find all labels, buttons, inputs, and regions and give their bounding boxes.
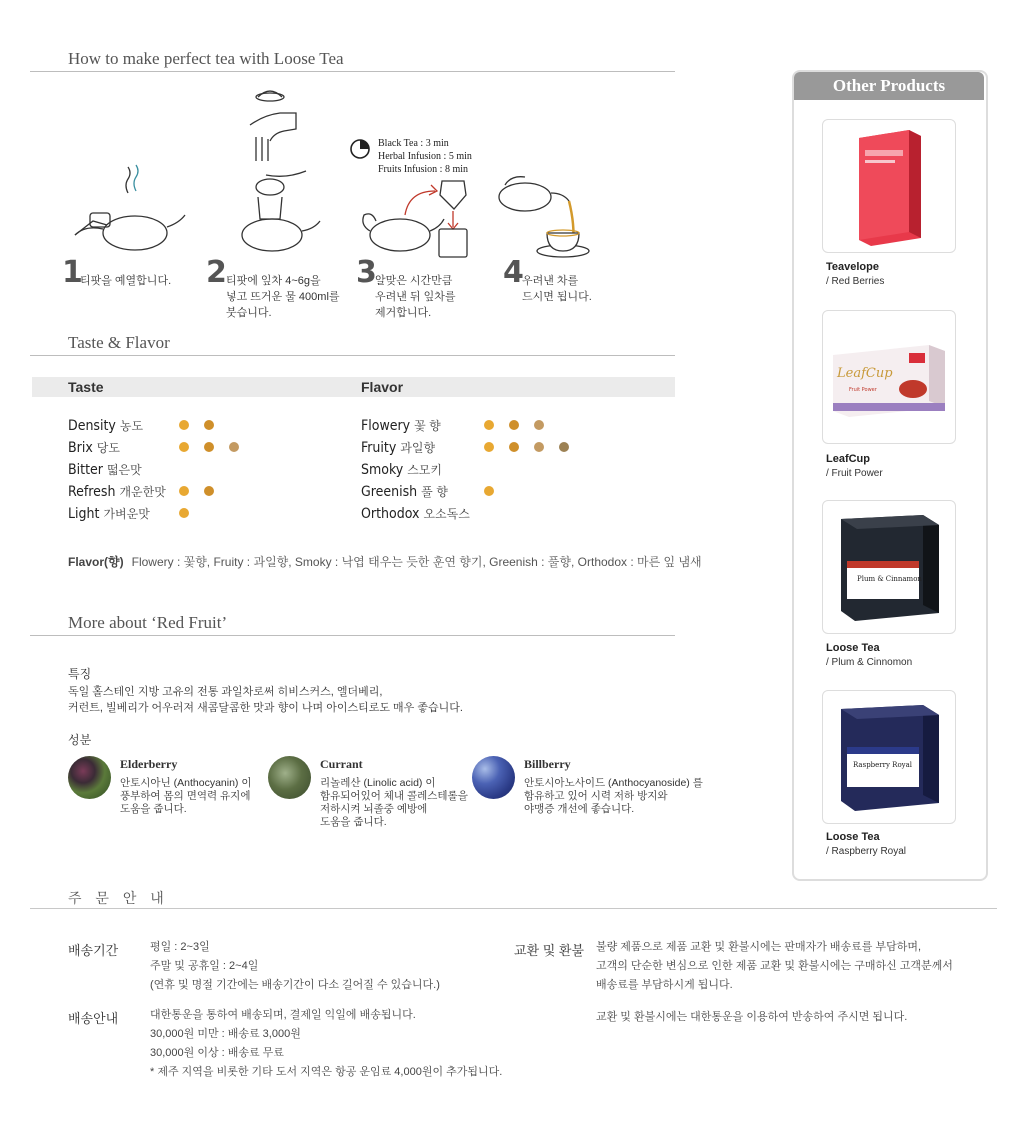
tin-2-label: Raspberry Royal (853, 761, 913, 769)
rating-dot (509, 420, 519, 430)
taste-title: Taste & Flavor (68, 333, 170, 352)
rating-dot (534, 420, 544, 430)
row-label-ko: 농도 (119, 419, 144, 433)
delivery-guide-text: 대한통운을 통하여 배송되며, 결제일 익일에 배송됩니다. 30,000원 미만 : 배송료 3,000원 30,000원 이상 : 배송료 무료 * 제주 지역을 비롯한 기타 도서 지역은 항공 운임료 4,000원이 추가됩니다. (150, 1009, 503, 1078)
taste-row-label (68, 461, 142, 478)
remove-leaves-icon (363, 181, 467, 257)
tin-1-label: Plum & Cinnamon (857, 575, 922, 583)
row-label-ko: 당도 (96, 441, 120, 455)
flavor-row-label (361, 417, 441, 434)
rating-dot (534, 442, 544, 452)
ingredient-2-name: Currant (320, 757, 363, 771)
step-4-number: 4 (503, 255, 524, 290)
timer-icon (349, 138, 371, 160)
row-label-en: Brix (68, 440, 93, 456)
row-label-en: Light (68, 506, 100, 522)
legend-text: Flowery : 꽃향, Fruity : 과일향, Smoky : 낙엽 태우는 듯한 훈연 향기, Greenish : 풀향, Orthodox : 마른 잎 냄새 (131, 555, 702, 569)
timing-black: Black Tea : 3 min (378, 138, 449, 149)
product-4-name[interactable]: Loose Tea (826, 831, 880, 843)
product-leafcup-thumb[interactable] (822, 310, 956, 444)
flavor-row-label (361, 483, 448, 500)
raspberry-royal-tin-image (823, 691, 955, 823)
product-plum-cinnamon-thumb[interactable] (822, 500, 956, 634)
rating-dot (204, 420, 214, 430)
taste-row-label (68, 505, 150, 522)
howto-title: How to make perfect tea with Loose Tea (68, 49, 344, 68)
rating-dot (204, 486, 214, 496)
feature-title: 특징 (68, 667, 92, 681)
product-teavelope-thumb[interactable] (822, 119, 956, 253)
row-label-ko: 꽃 향 (414, 419, 441, 433)
taste-table-header (32, 377, 675, 397)
ingredients-title: 성분 (68, 733, 92, 747)
exchange-text: 불량 제품으로 제품 교환 및 환불시에는 판매자가 배송료를 부담하며, 고객의 단순한 변심으로 인한 제품 교환 및 환불시에는 구매하신 고객분께서 배송료를 부담하시게 됩니다. (596, 941, 953, 991)
ingredient-1-name: Elderberry (120, 757, 178, 771)
row-label-en: Fruity (361, 440, 397, 456)
delivery-period-text: 평일 : 2~3일 주말 및 공휴일 : 2~4일 (연휴 및 명절 기간에는 배송기간이 다소 길어질 수 있습니다.) (150, 941, 440, 991)
rating-dot (179, 508, 189, 518)
row-label-en: Density (68, 418, 116, 434)
taste-row-label (68, 439, 120, 456)
rating-dot (179, 442, 189, 452)
elderberry-image (68, 756, 111, 799)
rating-dot (179, 420, 189, 430)
leafcup-logo-text: LeafCup (837, 366, 893, 381)
pour-tea-icon (499, 177, 589, 257)
taste-divider (30, 355, 675, 356)
warm-teapot-icon (75, 165, 185, 250)
product-raspberry-royal-thumb[interactable] (822, 690, 956, 824)
howto-divider (30, 71, 675, 72)
tea-steps-illustration (70, 85, 650, 265)
taste-row-label (68, 417, 143, 434)
row-label-en: Orthodox (361, 506, 420, 522)
row-label-ko: 개운한맛 (119, 485, 166, 499)
step-2-text: 티팟에 잎차 4~6g을 넣고 뜨거운 물 400ml를 붓습니다. (226, 275, 340, 319)
row-label-ko: 스모키 (407, 463, 442, 477)
more-title: More about ‘Red Fruit’ (68, 613, 228, 632)
row-label-en: Smoky (361, 462, 404, 478)
row-label-ko: 오소독스 (423, 507, 470, 521)
rating-dot (509, 442, 519, 452)
leafcup-box-image (823, 311, 955, 443)
taste-header: Taste (68, 379, 104, 395)
step-1-text: 티팟을 예열합니다. (80, 275, 172, 287)
rating-dot (484, 486, 494, 496)
rating-dot (204, 442, 214, 452)
row-label-ko: 풀 향 (421, 485, 448, 499)
rating-dot (559, 442, 569, 452)
order-info-title: 주 문 안 내 (68, 890, 169, 906)
product-4-sub: / Raspberry Royal (826, 846, 907, 857)
plum-cinnamon-tin-image (823, 501, 955, 633)
timing-herbal: Herbal Infusion : 5 min (378, 151, 472, 162)
product-2-sub: / Fruit Power (826, 468, 883, 479)
teavelope-box-image (823, 120, 955, 252)
row-label-ko: 과일향 (400, 441, 436, 455)
flavor-row-label (361, 461, 442, 478)
legend-label: Flavor(향) (68, 555, 124, 569)
currant-image (268, 756, 311, 799)
other-products-title: Other Products (794, 72, 984, 100)
rating-dot (229, 442, 239, 452)
rating-dot (484, 442, 494, 452)
row-label-en: Bitter (68, 462, 103, 478)
product-3-name[interactable]: Loose Tea (826, 642, 880, 654)
taste-row-label (68, 483, 166, 500)
step-2-number: 2 (206, 255, 227, 290)
add-leaves-icon (242, 91, 320, 251)
flavor-row-label (361, 439, 435, 456)
product-1-name[interactable]: Teavelope (826, 261, 879, 273)
row-label-ko: 가벼운맛 (103, 507, 150, 521)
ingredient-2-desc: 리놀레산 (Linolic acid) 이 함유되어있어 체내 콜레스테롤을 저하시켜 뇌졸중 예방에 도움을 줍니다. (320, 777, 468, 828)
feature-text: 독일 홀스테인 지방 고유의 전통 과일차로써 히비스커스, 엘더베리, 커런트, 빌베리가 어우러져 새콤달콤한 맛과 향이 나며 아이스티로도 매우 좋습니다. (68, 686, 463, 714)
timing-fruits: Fruits Infusion : 8 min (378, 164, 469, 175)
ingredient-3-name: Billberry (524, 757, 571, 771)
rating-dot (484, 420, 494, 430)
exchange-label: 교환 및 환불 (514, 943, 585, 958)
delivery-guide-label: 배송안내 (68, 1011, 119, 1026)
ingredient-1-desc: 안토시아닌 (Anthocyanin) 이 풍부하여 몸의 면역력 유지에 도움을 줍니다. (120, 777, 252, 815)
billberry-image (472, 756, 515, 799)
exchange-text-2: 교환 및 환불시에는 대한통운을 이용하여 반송하여 주시면 됩니다. (596, 1011, 908, 1023)
row-label-ko: 떫은맛 (106, 463, 142, 477)
step-3-number: 3 (356, 255, 377, 290)
row-label-en: Flowery (361, 418, 411, 434)
step-4-text: 우려낸 차를 드시면 됩니다. (522, 275, 592, 303)
steep-times (378, 137, 472, 176)
rating-dot (179, 486, 189, 496)
row-label-en: Greenish (361, 484, 418, 500)
product-3-sub: / Plum & Cinnomon (826, 657, 913, 668)
order-info-divider (30, 908, 997, 909)
leafcup-variant-text: Fruit Power (849, 387, 877, 393)
step-3-text: 알맞은 시간만큼 우려낸 뒤 잎차를 제거합니다. (375, 275, 456, 319)
flavor-row-label (361, 505, 470, 522)
delivery-period-label: 배송기간 (68, 943, 119, 958)
row-label-en: Refresh (68, 484, 116, 500)
product-2-name[interactable]: LeafCup (826, 453, 870, 465)
step-1-number: 1 (62, 255, 83, 290)
more-divider (30, 635, 675, 636)
flavor-legend (68, 553, 702, 570)
flavor-header: Flavor (361, 379, 404, 395)
product-1-sub: / Red Berries (826, 276, 885, 287)
ingredient-3-desc: 안토시아노사이드 (Anthocyanoside) 를 함유하고 있어 시력 저하 방지와 야맹증 개선에 좋습니다. (524, 777, 703, 815)
